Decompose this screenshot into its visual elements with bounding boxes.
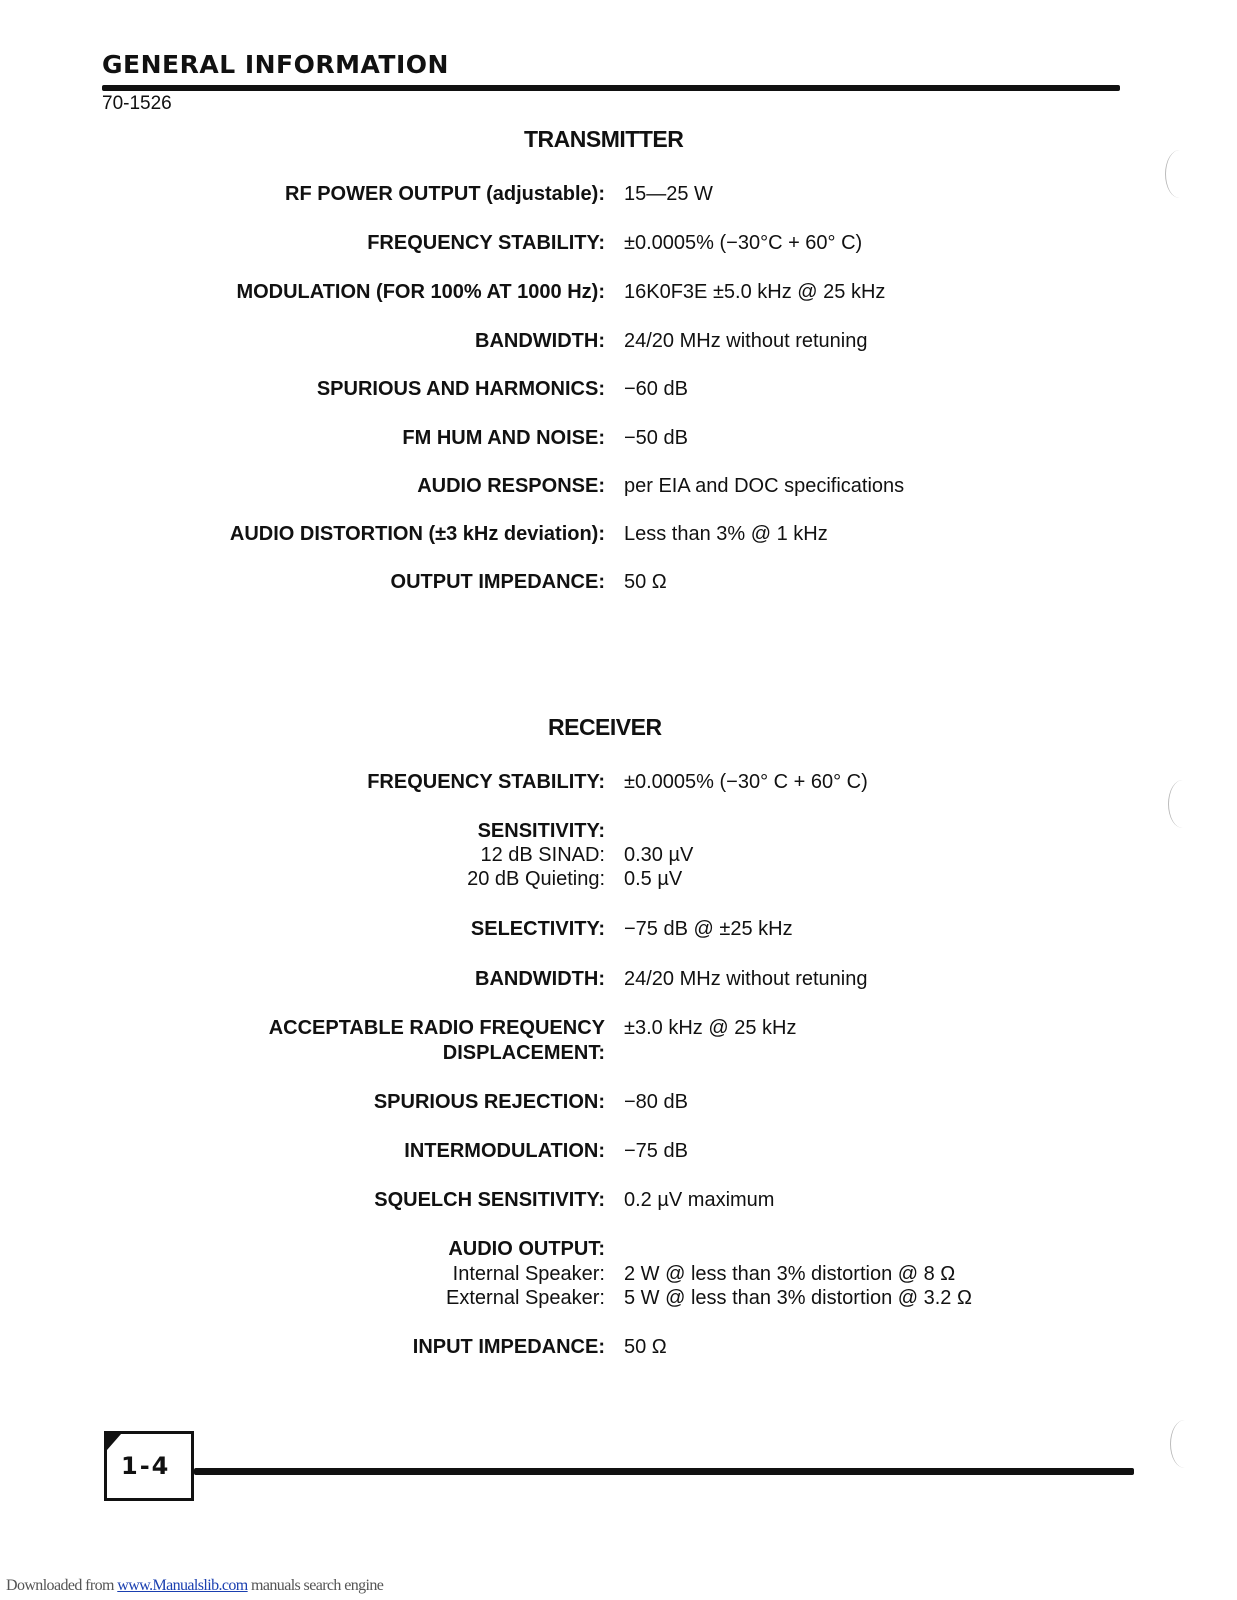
- spec-value: 0.2 µV maximum: [624, 1189, 775, 1211]
- download-note-suffix: manuals search engine: [247, 1577, 384, 1594]
- page-number-box: [104, 1431, 194, 1501]
- section-heading: GENERAL INFORMATION: [102, 50, 449, 79]
- spec-label: AUDIO RESPONSE:: [417, 475, 605, 497]
- spec-value: 16K0F3E ±5.0 kHz @ 25 kHz: [624, 281, 886, 303]
- download-note-prefix: Downloaded from: [6, 1577, 118, 1594]
- spec-value: −60 dB: [624, 378, 688, 400]
- spec-label: FM HUM AND NOISE:: [402, 427, 605, 449]
- spec-sublabel: 20 dB Quieting:: [467, 868, 605, 890]
- spec-label-line2: DISPLACEMENT:: [442, 1042, 605, 1064]
- scan-mark-icon: [1168, 780, 1197, 828]
- document-number: 70-1526: [102, 93, 172, 114]
- spec-value: 50 Ω: [624, 571, 667, 593]
- transmitter-title: TRANSMITTER: [524, 126, 684, 152]
- spec-value: 2 W @ less than 3% distortion @ 8 Ω: [624, 1263, 956, 1285]
- spec-value: ±3.0 kHz @ 25 kHz: [624, 1017, 797, 1039]
- spec-value: −80 dB: [624, 1091, 688, 1113]
- spec-label: SPURIOUS AND HARMONICS:: [316, 378, 605, 400]
- spec-value: 5 W @ less than 3% distortion @ 3.2 Ω: [624, 1287, 972, 1309]
- spec-value: 0.5 µV: [624, 868, 683, 890]
- scan-mark-icon: [1165, 150, 1194, 198]
- spec-label: AUDIO OUTPUT:: [448, 1238, 605, 1260]
- spec-value: 0.30 µV: [624, 844, 694, 866]
- spec-value: 24/20 MHz without retuning: [624, 330, 868, 352]
- spec-label: INTERMODULATION:: [404, 1140, 605, 1162]
- spec-label: SELECTIVITY:: [470, 918, 605, 940]
- spec-label: FREQUENCY STABILITY:: [367, 232, 605, 254]
- scan-mark-icon: [1170, 1420, 1199, 1468]
- spec-label: BANDWIDTH:: [475, 968, 605, 990]
- spec-value: Less than 3% @ 1 kHz: [624, 523, 828, 545]
- spec-value: ±0.0005% (−30°C + 60° C): [624, 232, 863, 254]
- spec-label: SQUELCH SENSITIVITY:: [374, 1189, 605, 1211]
- corner-mark-icon: [107, 1434, 121, 1450]
- spec-label: SPURIOUS REJECTION:: [373, 1091, 605, 1113]
- spec-label: SENSITIVITY:: [477, 820, 605, 842]
- footer-rule: [194, 1468, 1134, 1475]
- receiver-title: RECEIVER: [548, 714, 662, 740]
- spec-value: −75 dB @ ±25 kHz: [624, 918, 793, 940]
- spec-label: BANDWIDTH:: [475, 330, 605, 352]
- spec-label: INPUT IMPEDANCE:: [412, 1336, 605, 1358]
- spec-value: 24/20 MHz without retuning: [624, 968, 868, 990]
- spec-label: MODULATION (FOR 100% AT 1000 Hz):: [236, 281, 605, 303]
- header-rule: [102, 85, 1120, 91]
- manualslib-link[interactable]: www.Manualslib.com: [117, 1577, 248, 1594]
- spec-sublabel: Internal Speaker:: [452, 1263, 605, 1285]
- spec-value: −50 dB: [624, 427, 688, 449]
- spec-sublabel: External Speaker:: [446, 1287, 605, 1309]
- spec-value: 15—25 W: [624, 183, 713, 205]
- spec-value: per EIA and DOC specifications: [624, 475, 905, 497]
- spec-label-line1: ACCEPTABLE RADIO FREQUENCY: [268, 1017, 605, 1039]
- spec-label: [269, 1016, 605, 1066]
- spec-label: RF POWER OUTPUT (adjustable):: [285, 183, 605, 205]
- download-note: [6, 1577, 383, 1595]
- page-number: 1-4: [121, 1452, 171, 1480]
- spec-sublabel: 12 dB SINAD:: [480, 844, 605, 866]
- spec-value: −75 dB: [624, 1140, 688, 1162]
- spec-label: OUTPUT IMPEDANCE:: [390, 571, 605, 593]
- spec-value: ±0.0005% (−30° C + 60° C): [624, 771, 868, 793]
- spec-label: AUDIO DISTORTION (±3 kHz deviation):: [229, 523, 605, 545]
- spec-value: 50 Ω: [624, 1336, 667, 1358]
- spec-label: FREQUENCY STABILITY:: [367, 771, 605, 793]
